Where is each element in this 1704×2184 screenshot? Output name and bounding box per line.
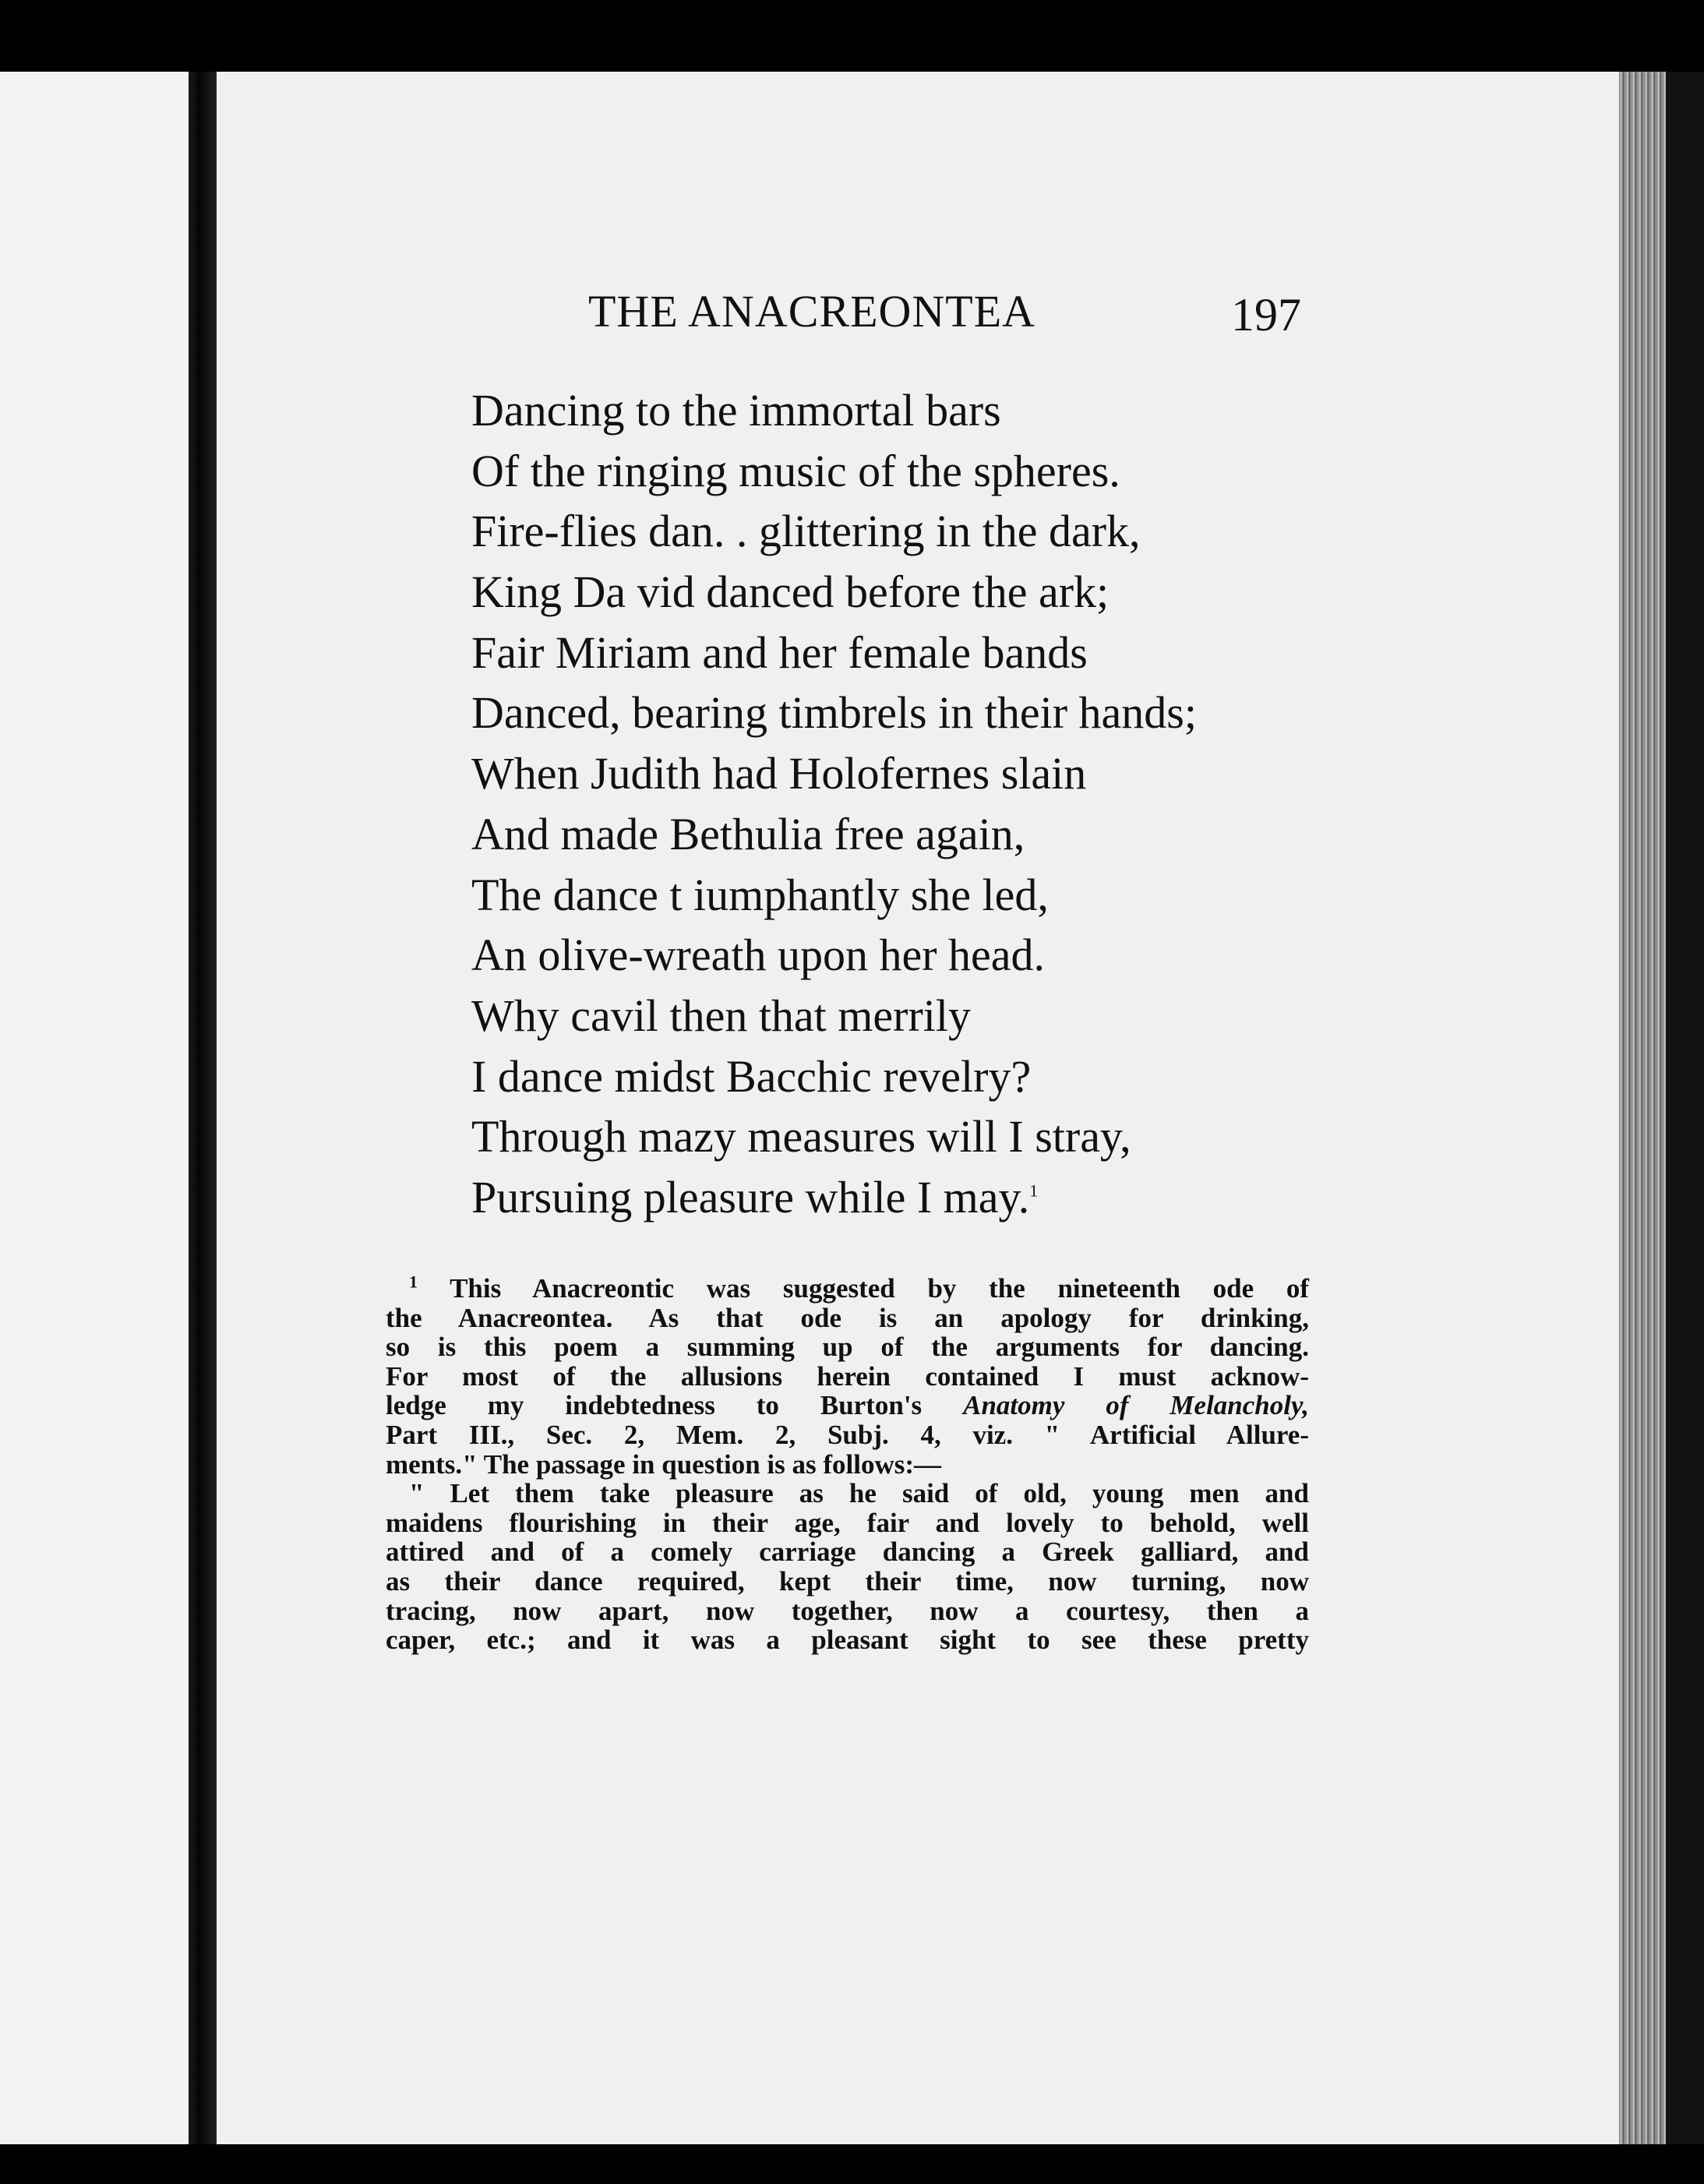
footnote-line: so is this poem a summing up of the arguments for dancing. [386, 1332, 1309, 1363]
poem-line: Danced, bearing timbrels in their hands; [471, 687, 1197, 739]
poem-line: King Da vid danced before the ark; [471, 566, 1110, 618]
footnote-line: For most of the allusions herein contained I must acknow- [386, 1360, 1309, 1392]
poem-line: Of the ringing music of the spheres. [471, 445, 1120, 496]
poem [471, 380, 1406, 1228]
poem-line: Dancing to the immortal bars [471, 385, 1001, 436]
footnote-line [386, 1274, 1309, 1304]
footnote-line: as their dance required, kept their time, now turning, now [386, 1565, 1309, 1597]
poem-line: Fair Miriam and her female bands [471, 626, 1088, 678]
poem-line: When Judith had Holofernes slain [471, 748, 1087, 799]
poem-line: The dance t iumphantly she led, [471, 869, 1049, 920]
page-number: 197 [1231, 289, 1301, 340]
running-title: THE ANACREONTEA [588, 286, 1036, 337]
book-title: Anatomy of Melancholy, [963, 1390, 1309, 1421]
poem-line: Why cavil then that merrily [471, 990, 972, 1041]
footnote-line: Part III., Sec. 2, Mem. 2, Subj. 4, viz. " Artificial Allure- [386, 1419, 1309, 1450]
poem-line: Fire-flies dan. . glittering in the dark, [471, 506, 1141, 557]
footnote-line: ments." The passage in question is as follows:— [386, 1448, 942, 1480]
footnote-line: attired and of a comely carriage dancing a Greek galliard, and [386, 1537, 1309, 1568]
footnote-text: This Anacreontic was suggested by the nineteenth ode of [450, 1273, 1309, 1304]
poem-line: Through mazy measures will I stray, [471, 1111, 1131, 1163]
page-edges [1619, 72, 1666, 2144]
footnote-line: tracing, now apart, now together, now a courtesy, then a [386, 1595, 1309, 1626]
footnote-line: " Let them take pleasure as he said of old, young men and [409, 1478, 1309, 1509]
footnote-line: the Anacreontea. As that ode is an apology for drinking, [386, 1302, 1309, 1333]
footnote-line: caper, etc.; and it was a pleasant sight to see these pretty [386, 1625, 1309, 1656]
footnote-line: maidens flourishing in their age, fair and lovely to behold, well [386, 1507, 1309, 1538]
footnote-marker: 1 [409, 1272, 418, 1292]
poem-line-text: Pursuing pleasure while I may. [471, 1171, 1030, 1223]
running-head [588, 284, 1367, 339]
book-gutter [189, 72, 217, 2144]
poem-line: I dance midst Bacchic revelry? [471, 1050, 1032, 1102]
footnote-text: ledge my indebtedness to Burton's [386, 1390, 964, 1421]
poem-line-last [471, 1167, 1406, 1228]
poem-line: An olive-wreath upon her head. [471, 930, 1046, 981]
footnote-reference: 1 [1029, 1180, 1039, 1201]
footnote-line [386, 1391, 1309, 1420]
left-page-margin [0, 72, 189, 2144]
poem-line: And made Bethulia free again, [471, 808, 1025, 859]
scan-border [1666, 72, 1704, 2144]
footnote [386, 1274, 1309, 1655]
